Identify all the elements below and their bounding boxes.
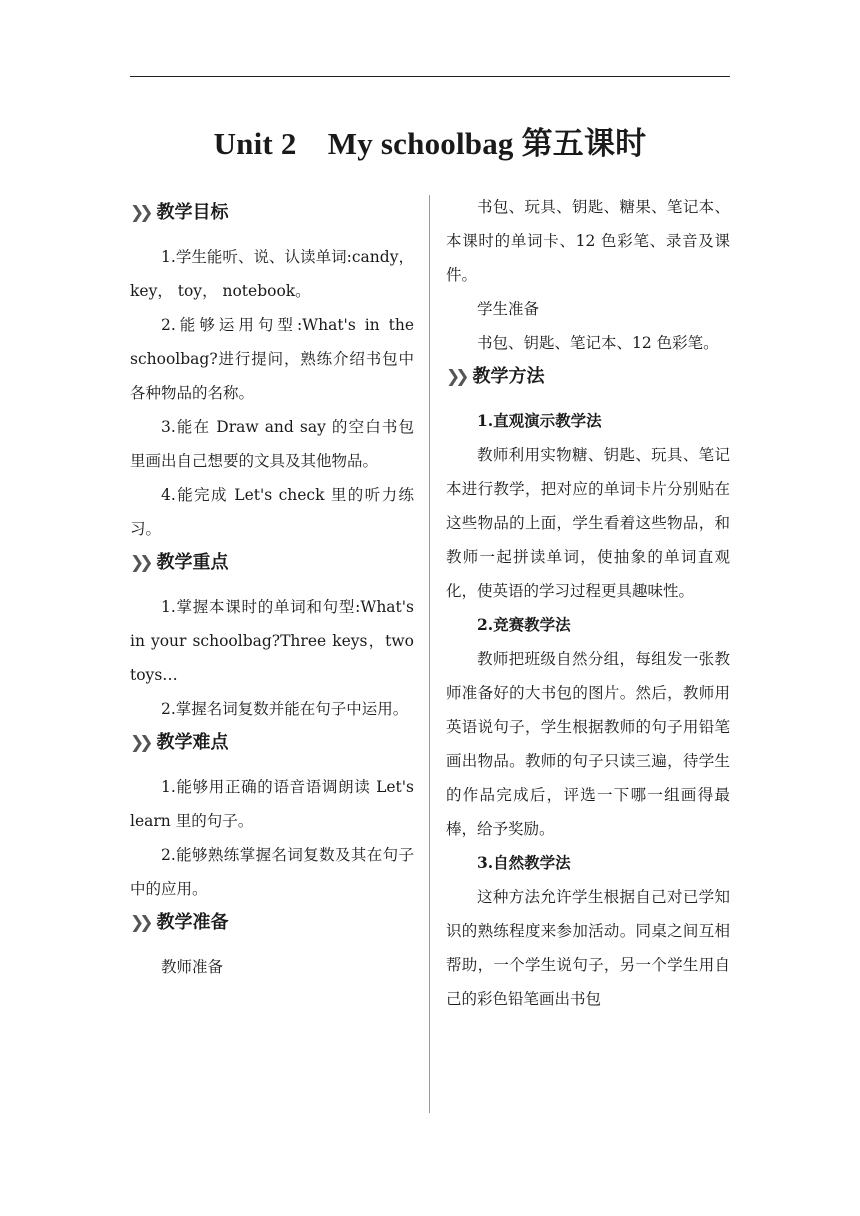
double-chevron-icon: ❯❯	[130, 553, 149, 573]
double-chevron-icon: ❯❯	[130, 733, 149, 753]
section-heading-objectives	[130, 196, 414, 230]
subheading: 3.自然教学法	[477, 853, 571, 872]
paragraph: 2.能够熟练掌握名词复数及其在句子中的应用。	[130, 846, 414, 898]
paragraph: 4.能完成 Let's check 里的听力练习。	[130, 486, 414, 538]
section-heading-label: 教学准备	[156, 912, 229, 933]
right-column	[446, 190, 730, 1016]
paragraph: 教师把班级自然分组，每组发一张教师准备好的大书包的图片。然后，教师用英语说句子，学生根据教师的句子用铅笔画出物品。教师的句子只读三遍，待学生的作品完成后，评选一下哪一组画得最棒，给予奖励。	[446, 650, 730, 838]
paragraph: 教师准备	[161, 958, 224, 976]
paragraph: 这种方法允许学生根据自己对已学知识的熟练程度来参加活动。同桌之间互相帮助，一个学生说句子，另一个学生用自己的彩色铅笔画出书包	[446, 888, 730, 1008]
subheading: 2.竞赛教学法	[477, 615, 571, 634]
page-title: Unit 2 My schoolbag 第五课时	[213, 126, 647, 161]
double-chevron-icon: ❯❯	[130, 913, 149, 933]
paragraph: 2.掌握名词复数并能在句子中运用。	[161, 700, 409, 718]
section-heading-label: 教学难点	[156, 732, 229, 753]
paragraph: 3.能在 Draw and say 的空白书包里画出自己想要的文具及其他物品。	[130, 418, 414, 470]
section-heading-label: 教学目标	[156, 202, 229, 223]
section-heading-label: 教学重点	[156, 552, 229, 573]
section-heading-preparation	[130, 906, 414, 940]
paragraph: 1.掌握本课时的单词和句型:What's in your schoolbag?Three keys，two toys…	[130, 598, 414, 684]
paragraph: 书包、玩具、钥匙、糖果、笔记本、本课时的单词卡、12 色彩笔、录音及课件。	[446, 198, 730, 284]
section-heading-difficulties	[130, 726, 414, 760]
paragraph: 学生准备	[477, 300, 540, 318]
left-column	[130, 196, 414, 984]
column-divider	[429, 195, 430, 1113]
section-heading-methods	[446, 360, 730, 394]
double-chevron-icon: ❯❯	[130, 203, 149, 223]
paragraph: 1.能够用正确的语音语调朗读 Let's learn 里的句子。	[130, 778, 414, 830]
subheading: 1.直观演示教学法	[477, 411, 602, 430]
section-heading-key-points	[130, 546, 414, 580]
section-heading-label: 教学方法	[472, 366, 545, 387]
paragraph: 教师利用实物糖、钥匙、玩具、笔记本进行教学，把对应的单词卡片分别贴在这些物品的上面，学生看着这些物品，和教师一起拼读单词，使抽象的单词直观化，使英语的学习过程更具趣味性。	[446, 446, 730, 600]
double-chevron-icon: ❯❯	[446, 367, 465, 387]
paragraph: 2.能够运用句型:What's in the schoolbag?进行提问，熟练介绍书包中各种物品的名称。	[130, 316, 414, 402]
paragraph: 书包、钥匙、笔记本、12 色彩笔。	[477, 334, 719, 352]
top-rule	[130, 76, 730, 77]
paragraph: 1.学生能听、说、认读单词:candy，key， toy， notebook。	[130, 248, 414, 300]
